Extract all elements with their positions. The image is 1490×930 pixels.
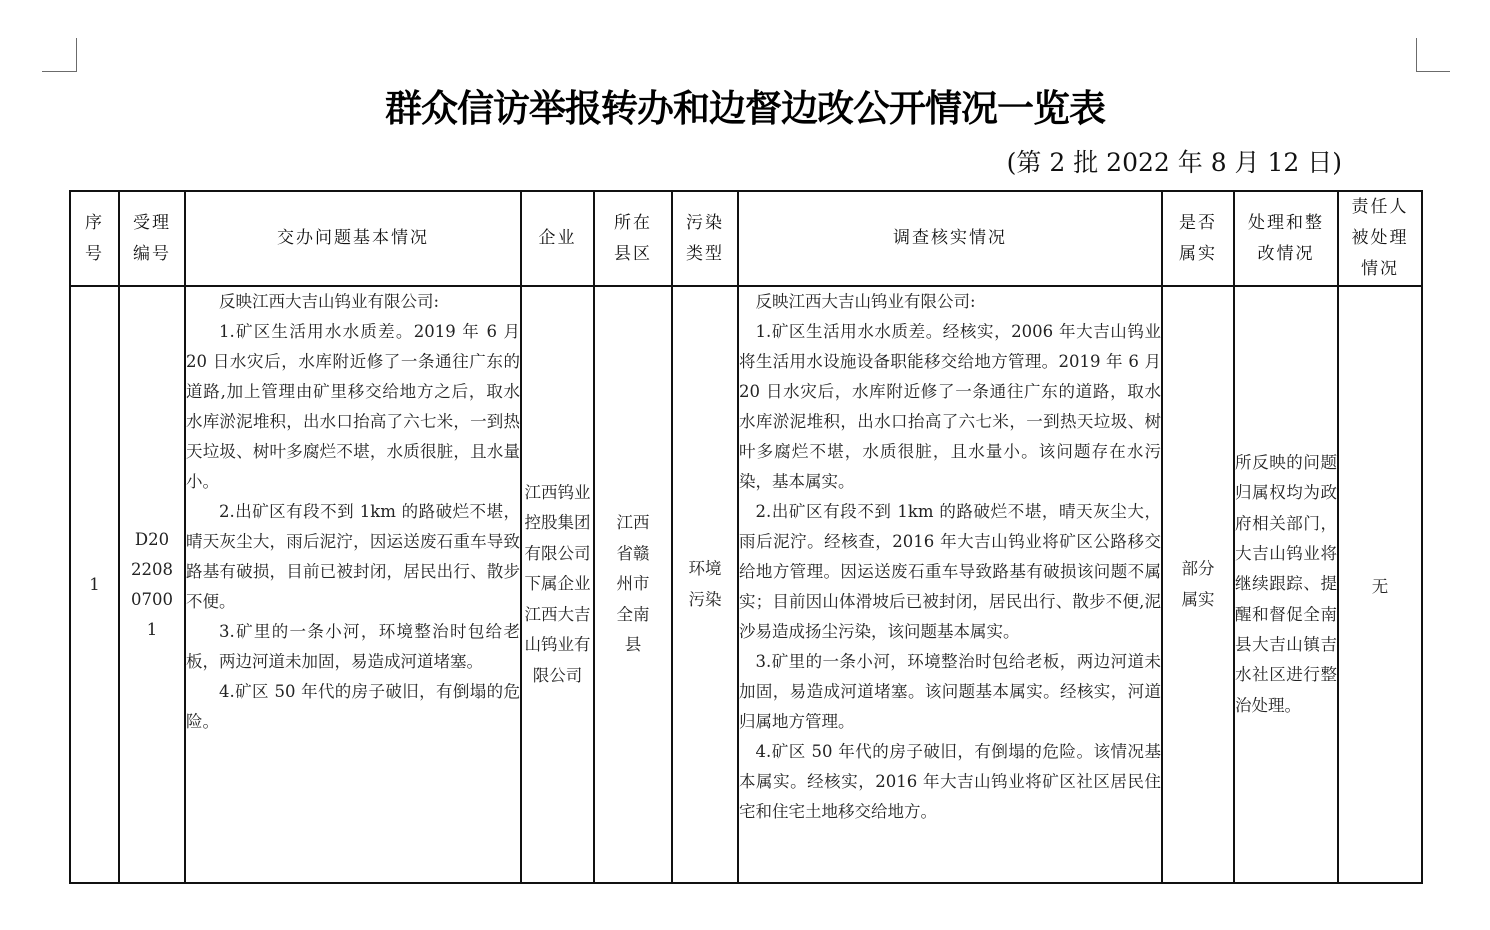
- report-paragraph: 1.矿区生活用水水质差。2019 年 6 月 20 日水灾后，水库附近修了一条通往广东的道路,加上管理由矿里移交给地方之后，取水水库淤泥堆积，出水口抬高了六七米，一到热天垃圾、树叶多腐烂不堪，水质很脏，且水量小。: [186, 322, 520, 491]
- header-accountability: 责任人被处理情况: [1338, 191, 1422, 286]
- cell-report: [185, 286, 521, 883]
- document-title: 群众信访举报转办和边督边改公开情况一览表: [385, 87, 1105, 130]
- report-paragraph: 3.矿里的一条小河，环境整治时包给老板，两边河道未加固，易造成河道堵塞。: [186, 622, 520, 671]
- cell-county: 江西省赣州市全南县: [594, 286, 672, 883]
- report-paragraph: 4.矿区 50 年代的房子破旧，有倒塌的危险。: [186, 682, 520, 731]
- cell-handling: 所反映的问题归属权均为政府相关部门，大吉山钨业将继续跟踪、提醒和督促全南县大吉山镇吉水社区进行整治处理。: [1234, 286, 1338, 883]
- header-handling: 处理和整改情况: [1234, 191, 1338, 286]
- batch-date-subtitle: (第 2 批 2022 年 8 月 12 日): [1006, 148, 1342, 177]
- verify-paragraph: 4.矿区 50 年代的房子破旧，有倒塌的危险。该情况基本属实。经核实，2016 年大吉山钨业将矿区社区居民住宅和住宅土地移交给地方。: [739, 742, 1161, 821]
- header-seq: 序号: [70, 191, 119, 286]
- verify-paragraph: 3.矿里的一条小河，环境整治时包给老板，两边河道未加固，易造成河道堵塞。该问题基本属实。经核实，河道归属地方管理。: [739, 652, 1161, 731]
- cell-pollution-type: 环境污染: [672, 286, 738, 883]
- cell-seq: 1: [70, 286, 119, 883]
- cell-company: 江西钨业控股集团有限公司下属企业江西大吉山钨业有限公司: [521, 286, 594, 883]
- cell-case-no: D20220807001: [119, 286, 185, 883]
- petition-table: [69, 190, 1423, 884]
- verify-paragraph: 1.矿区生活用水水质差。经核实，2006 年大吉山钨业将生活用水设施设备职能移交给地方管理。2019 年 6 月 20 日水灾后，水库附近修了一条通往广东的道路，取水水库淤泥堆积，出水口抬高了六七米，一到热天垃圾、树叶多腐烂不堪，水质很脏，且水量小。该问题存在水污染，基本属实。: [739, 322, 1161, 491]
- cell-verification: [738, 286, 1162, 883]
- table-header-row: [70, 191, 1422, 286]
- header-case-no: 受理编号: [119, 191, 185, 286]
- cell-accountability: 无: [1338, 286, 1422, 883]
- crop-mark-top-left: [42, 38, 77, 72]
- header-county: 所在县区: [594, 191, 672, 286]
- report-paragraph: 2.出矿区有段不到 1km 的路破烂不堪，晴天灰尘大，雨后泥泞，因运送废石重车导致路基有破损，目前已被封闭，居民出行、散步不便。: [186, 502, 520, 611]
- report-paragraph: 反映江西大吉山钨业有限公司:: [219, 292, 440, 311]
- cell-true-status: 部分属实: [1162, 286, 1234, 883]
- verify-paragraph: 反映江西大吉山钨业有限公司:: [755, 292, 976, 311]
- header-true-status: 是否属实: [1162, 191, 1234, 286]
- header-verification: 调查核实情况: [738, 191, 1162, 286]
- header-report: 交办问题基本情况: [185, 191, 521, 286]
- table-row: [70, 286, 1422, 883]
- crop-mark-top-right: [1416, 38, 1450, 72]
- header-pollution-type: 污染类型: [672, 191, 738, 286]
- verify-paragraph: 2.出矿区有段不到 1km 的路破烂不堪，晴天灰尘大，雨后泥泞。经核查，2016 年大吉山钨业将矿区公路移交给地方管理。因运送废石重车导致路基有破损该问题不属实；目前因山体滑坡后已被封闭，居民出行、散步不便,泥沙易造成扬尘污染，该问题基本属实。: [739, 502, 1161, 641]
- header-company: 企业: [521, 191, 594, 286]
